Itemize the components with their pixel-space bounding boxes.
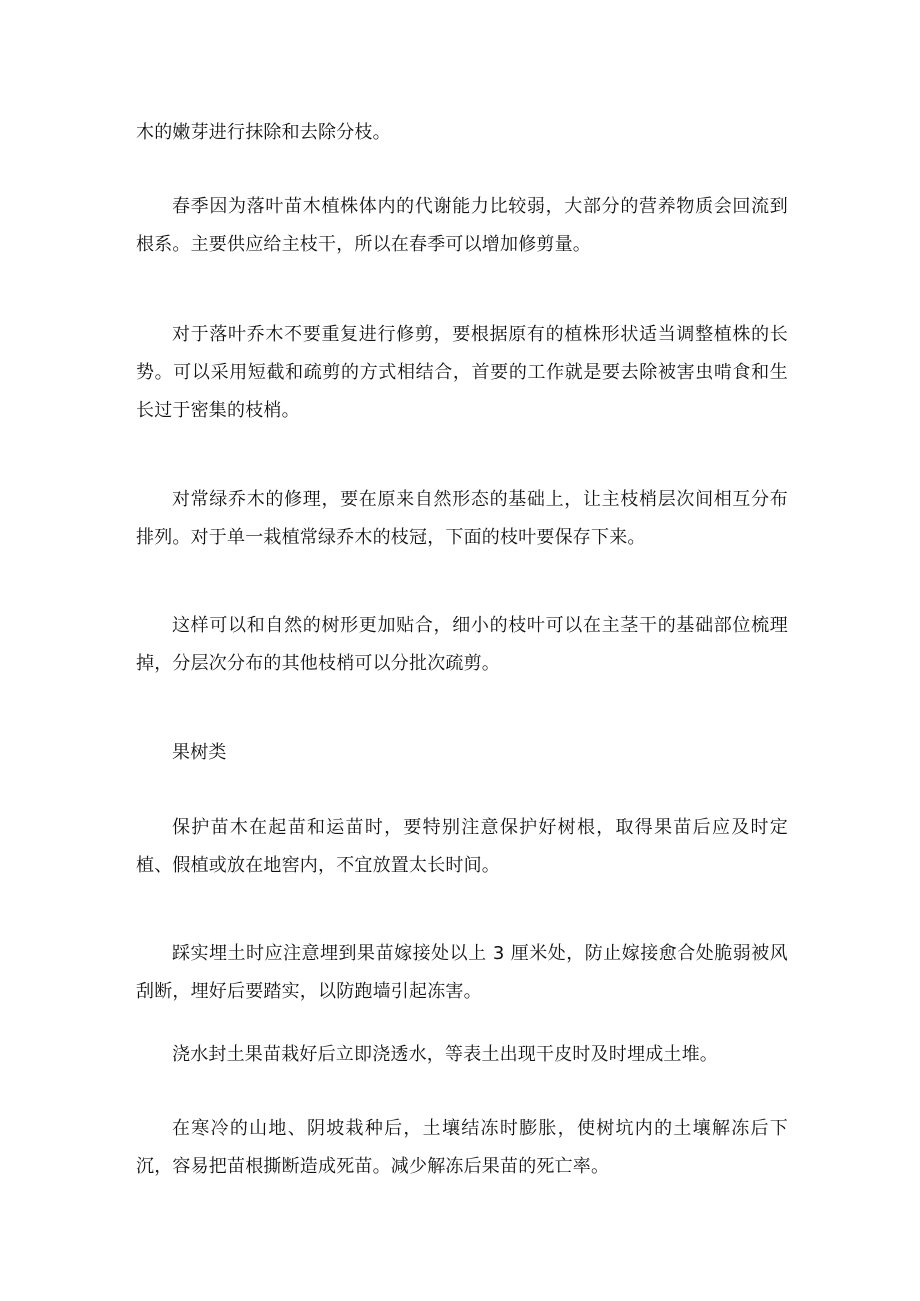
section-heading-fruit-trees: 果树类 bbox=[172, 742, 227, 763]
paragraph-8: 踩实埋土时应注意埋到果苗嫁接处以上 3 厘米处，防止嫁接愈合处脆弱被风刮断，埋好后要踏实，以防跑墙引起冻害。 bbox=[136, 943, 788, 1002]
paragraph-3: 对于落叶乔木不要重复进行修剪，要根据原有的植株形状适当调整植株的长势。可以采用短截和疏剪的方式相结合，首要的工作就是要去除被害虫啃食和生长过于密集的枝梢。 bbox=[136, 324, 788, 421]
paragraph-2: 春季因为落叶苗木植株体内的代谢能力比较弱，大部分的营养物质会回流到根系。主要供应给主枝干，所以在春季可以增加修剪量。 bbox=[136, 196, 788, 255]
paragraph-5: 这样可以和自然的树形更加贴合，细小的枝叶可以在主茎干的基础部位梳理掉，分层次分布的其他枝梢可以分批次疏剪。 bbox=[136, 615, 788, 674]
paragraph-7: 保护苗木在起苗和运苗时，要特别注意保护好树根，取得果苗后应及时定植、假植或放在地窖内，不宜放置太长时间。 bbox=[136, 817, 788, 876]
paragraph-9: 浇水封土果苗栽好后立即浇透水，等表土出现干皮时及时埋成土堆。 bbox=[172, 1044, 718, 1065]
paragraph-1: 木的嫩芽进行抹除和去除分枝。 bbox=[136, 122, 391, 143]
paragraph-4: 对常绿乔木的修理，要在原来自然形态的基础上，让主枝梢层次间相互分布排列。对于单一栽植常绿乔木的枝冠，下面的枝叶要保存下来。 bbox=[136, 489, 788, 548]
paragraph-10: 在寒冷的山地、阴坡栽种后，土壤结冻时膨胀，使树坑内的土壤解冻后下沉，容易把苗根撕断造成死苗。减少解冻后果苗的死亡率。 bbox=[136, 1118, 788, 1177]
